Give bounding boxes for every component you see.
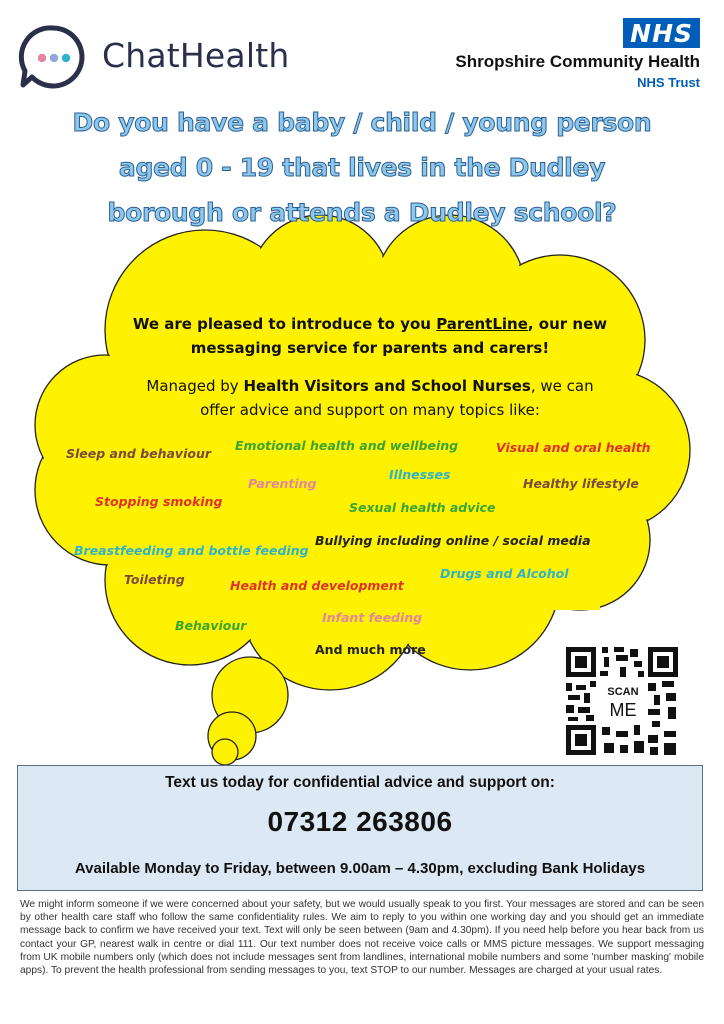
managed-prefix: Managed by	[146, 377, 244, 395]
topic-item: Healthy lifestyle	[523, 476, 639, 491]
qr-me-text: ME	[609, 700, 637, 720]
contact-box	[17, 765, 703, 891]
topic-item: Behaviour	[175, 618, 247, 633]
intro-line2: messaging service for parents and carers!	[190, 339, 550, 357]
managed-line2: offer advice and support on many topics like:	[200, 401, 540, 419]
topic-item: Bullying including online / social media	[315, 533, 591, 548]
contact-intro: Text us today for confidential advice and support on:	[165, 774, 555, 791]
qr-scan-text: SCAN	[607, 686, 639, 698]
nhs-badge: NHS	[623, 18, 700, 48]
topic-item: Health and development	[230, 578, 404, 593]
org-name: Shropshire Community Health	[455, 52, 700, 71]
topic-item: Stopping smoking	[95, 494, 223, 509]
topic-item: Breastfeeding and bottle feeding	[74, 543, 309, 558]
parentline-link: ParentLine	[436, 315, 528, 333]
opening-hours: Available Monday to Friday, between 9.00am – 4.30pm, excluding Bank Holidays	[74, 860, 646, 877]
topic-item: Toileting	[124, 572, 185, 587]
topic-item: And much more	[315, 642, 426, 657]
chat-bubble-icon	[18, 22, 88, 92]
topic-item: Illnesses	[389, 467, 451, 482]
managed-suffix: , we can	[530, 377, 594, 395]
topic-item: Infant feeding	[322, 610, 423, 625]
intro-text	[110, 312, 630, 360]
topic-item: Sleep and behaviour	[66, 446, 212, 461]
heading-line: aged 0 - 19 that lives in the Dudley	[118, 153, 606, 182]
page-heading	[40, 100, 684, 235]
app-name: ChatHealth	[102, 36, 290, 75]
topic-item: Drugs and Alcohol	[440, 566, 569, 581]
topic-item: Sexual health advice	[349, 500, 496, 515]
qr-code[interactable]	[564, 645, 680, 757]
intro-text-end: , our new	[527, 315, 608, 333]
topic-item: Emotional health and wellbeing	[235, 438, 459, 453]
nhs-logo	[455, 18, 700, 90]
disclaimer-text: We might inform someone if we were concerned about your safety, but we would usually speak to you first. Your messages are stored and can be seen by other health care staff who follow the same confidentiality rules. We aim to reply to you within one working day and you should get an immediate message back to confirm we have received your text. Text will only be seen between (9am and 4.30pm). If you need help before you hear back from us contact your GP, nearest walk in centre or dial 111. Our text number does not receive voice calls or MMS picture messages. We support messaging from UK mobile numbers only (which does not include messages sent from landlines, international mobile numbers and some 'number masking' mobile apps). To prevent the health professional from sending messages to you, text STOP to our number. Messages are charged at your usual rates.	[20, 899, 704, 977]
topic-item: Parenting	[248, 476, 317, 491]
managed-by-text	[110, 374, 630, 422]
trust-label: NHS Trust	[637, 75, 700, 90]
phone-number[interactable]: 07312 263806	[267, 806, 453, 837]
intro-text-start: We are pleased to introduce to you	[132, 315, 437, 333]
chathealth-logo	[18, 22, 288, 92]
heading-line: Do you have a baby / child / young person	[72, 108, 652, 137]
heading-line: borough or attends a Dudley school?	[107, 198, 617, 227]
topic-item: Visual and oral health	[496, 440, 651, 455]
managed-bold: Health Visitors and School Nurses	[243, 377, 531, 395]
